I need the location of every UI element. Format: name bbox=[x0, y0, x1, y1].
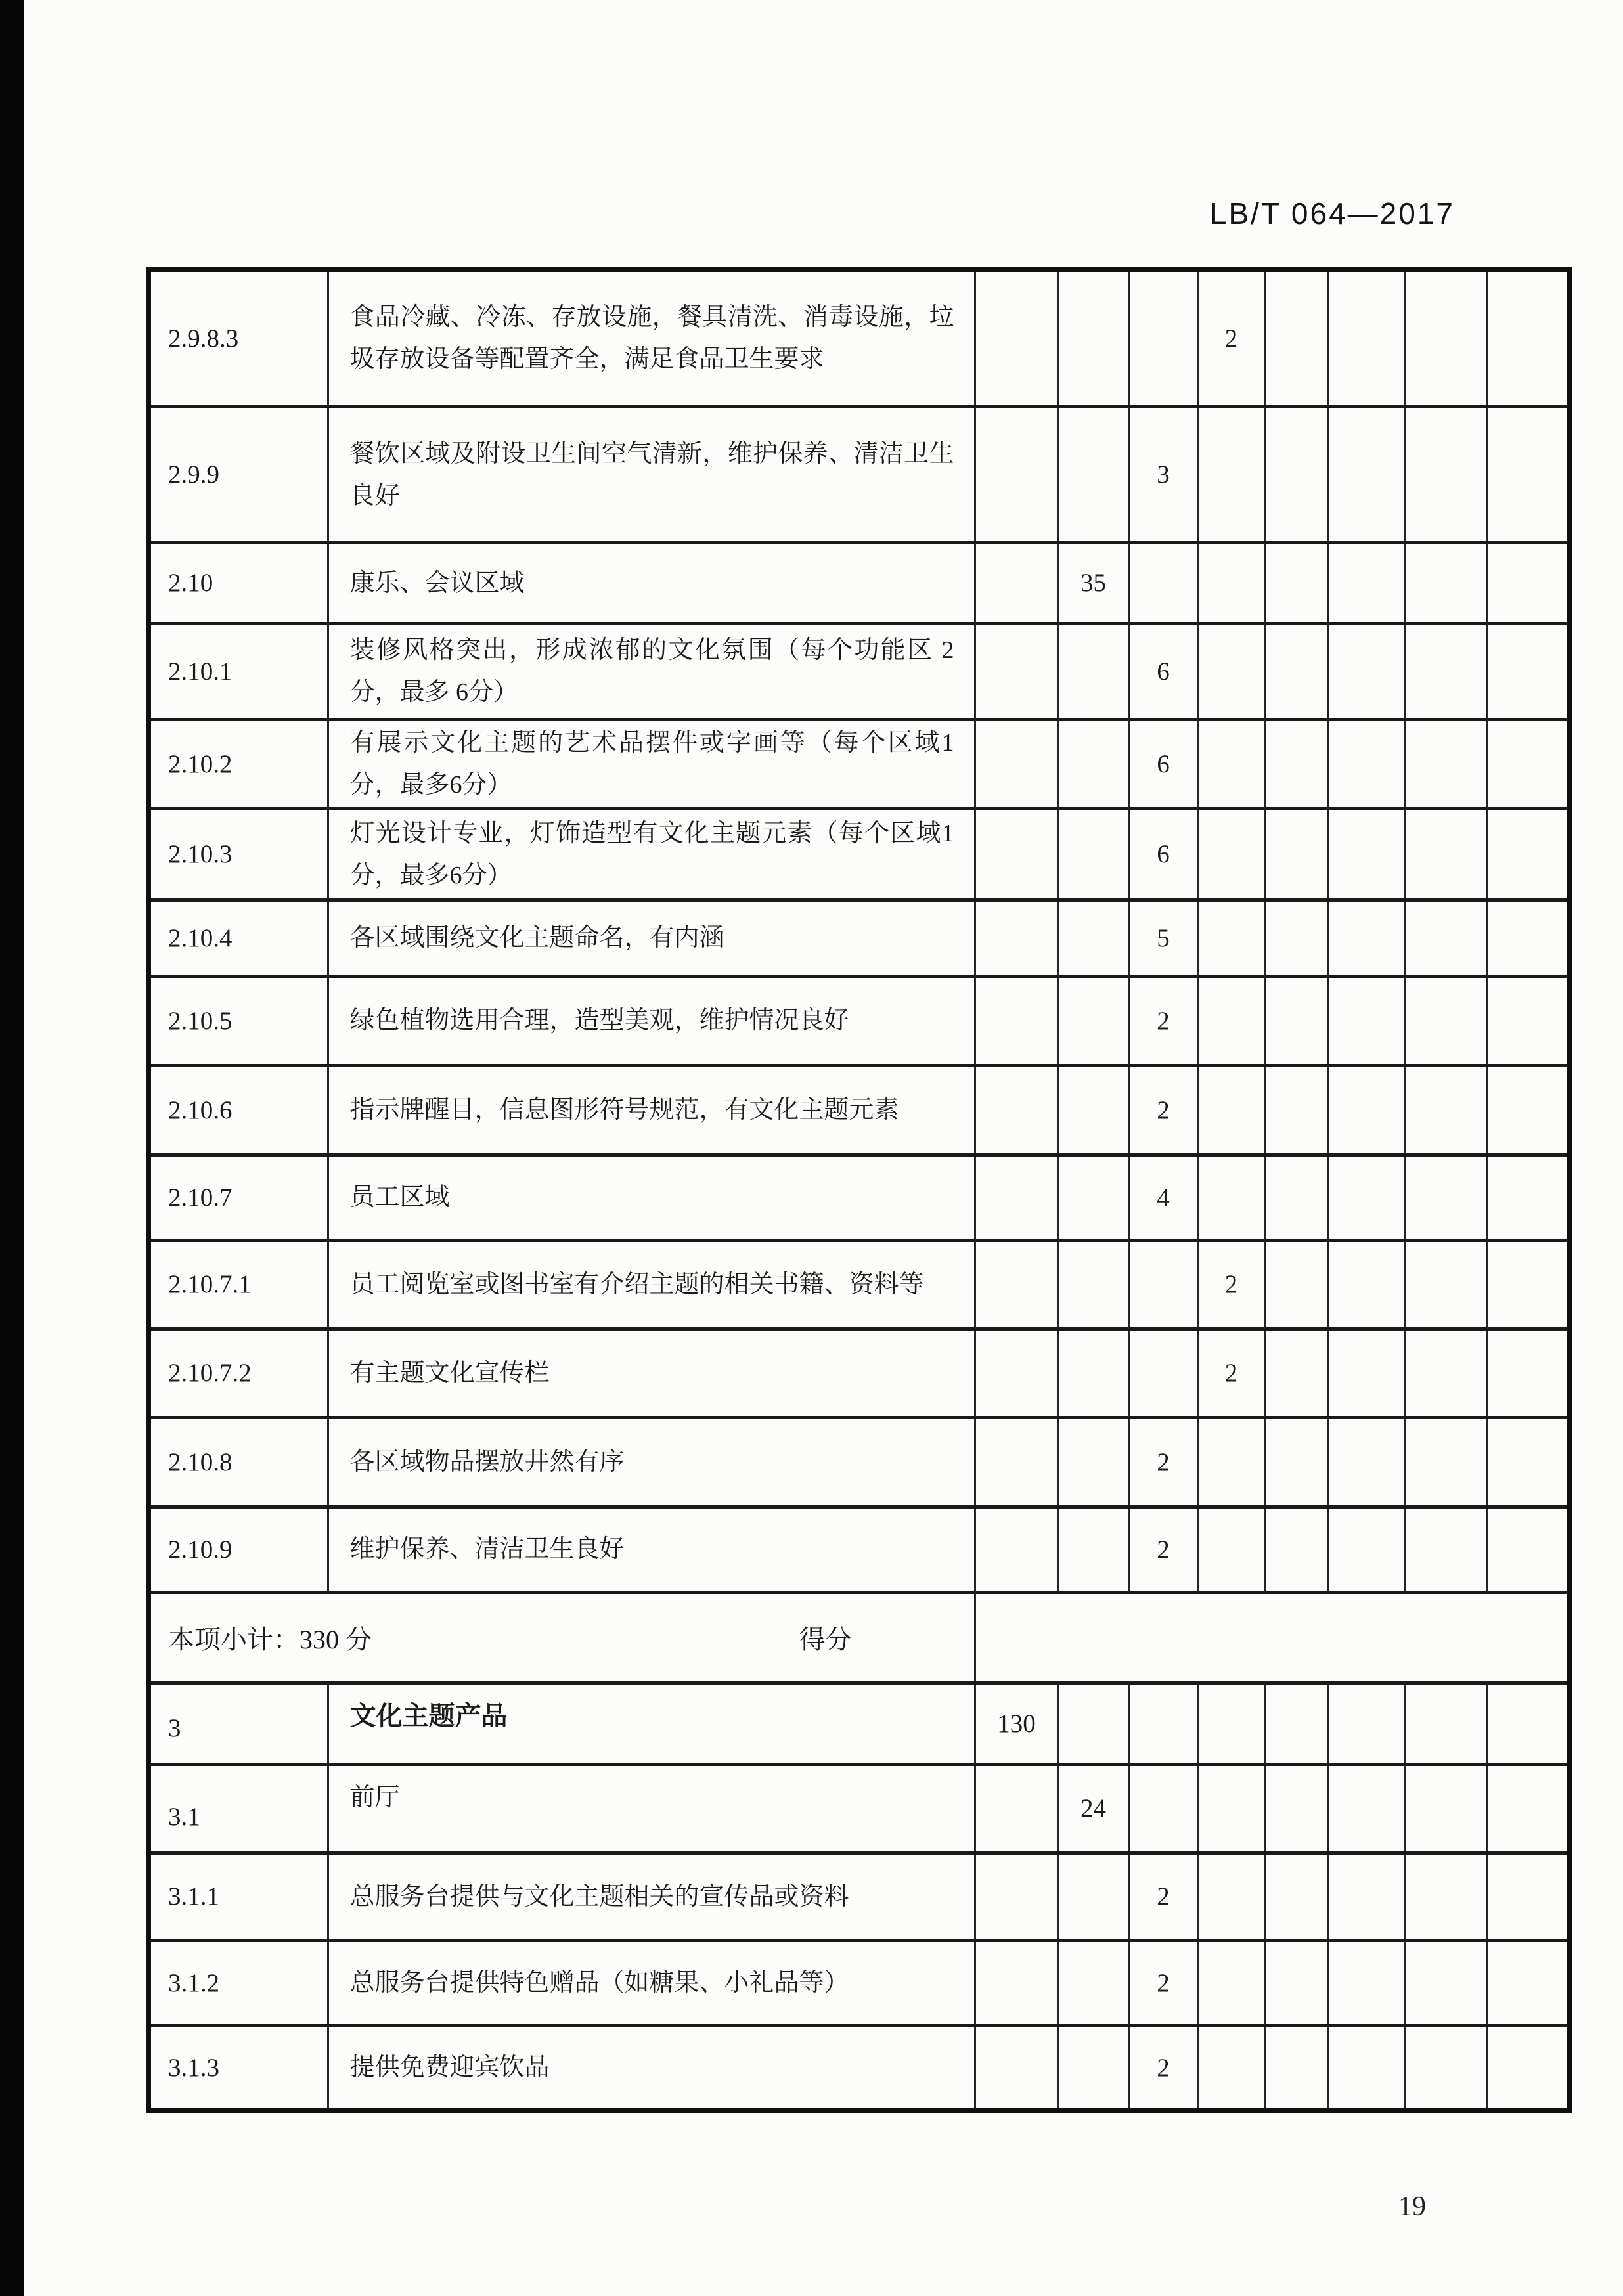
score-cell-1 bbox=[975, 269, 1058, 407]
score-cell-7 bbox=[1404, 407, 1487, 542]
evaluation-score-table bbox=[146, 267, 1572, 2113]
score-cell-3 bbox=[1128, 542, 1198, 623]
score-cell-1 bbox=[975, 542, 1058, 623]
table-row bbox=[148, 1507, 1570, 1592]
score-cell-6 bbox=[1328, 407, 1404, 542]
score-cell-5 bbox=[1264, 1155, 1328, 1240]
score-cell-5 bbox=[1264, 269, 1328, 407]
table-row bbox=[148, 976, 1570, 1065]
standard-code: LB/T 064—2017 bbox=[1209, 196, 1455, 231]
score-cell-2: 35 bbox=[1058, 542, 1128, 623]
score-cell-5 bbox=[1264, 1507, 1328, 1592]
score-cell-8 bbox=[1487, 808, 1570, 900]
score-cell-1 bbox=[975, 2025, 1058, 2111]
score-cell-2 bbox=[1058, 808, 1128, 900]
score-cell-4: 2 bbox=[1198, 1240, 1264, 1329]
item-number-cell: 2.10.3 bbox=[148, 808, 328, 900]
item-number-cell: 2.10.7.1 bbox=[148, 1240, 328, 1329]
score-cell-2 bbox=[1058, 976, 1128, 1065]
table-row bbox=[148, 719, 1570, 808]
item-description-cell: 前厅 bbox=[328, 1764, 975, 1853]
item-number-cell: 2.10.7 bbox=[148, 1155, 328, 1240]
score-cell-8 bbox=[1487, 1683, 1570, 1764]
score-cell-8 bbox=[1487, 1240, 1570, 1329]
score-cell-6 bbox=[1328, 542, 1404, 623]
score-cell-3: 6 bbox=[1128, 623, 1198, 719]
score-cell-4 bbox=[1198, 542, 1264, 623]
score-cell-8 bbox=[1487, 976, 1570, 1065]
score-cell-1 bbox=[975, 1940, 1058, 2025]
score-cell-6 bbox=[1328, 976, 1404, 1065]
score-cell-3: 5 bbox=[1128, 900, 1198, 976]
item-number-cell: 2.9.8.3 bbox=[148, 269, 328, 407]
score-cell-5 bbox=[1264, 1683, 1328, 1764]
item-description-cell: 康乐、会议区域 bbox=[328, 542, 975, 623]
item-number-cell: 2.10.5 bbox=[148, 976, 328, 1065]
item-number-cell: 2.10.8 bbox=[148, 1417, 328, 1507]
subtotal-label: 本项小计：330 分 bbox=[168, 1624, 372, 1654]
score-cell-8 bbox=[1487, 1853, 1570, 1940]
score-cell-6 bbox=[1328, 900, 1404, 976]
score-cell-1 bbox=[975, 1240, 1058, 1329]
score-cell-2 bbox=[1058, 1329, 1128, 1417]
subtotal-score-area bbox=[975, 1592, 1570, 1683]
score-cell-1 bbox=[975, 1417, 1058, 1507]
table-row bbox=[148, 808, 1570, 900]
item-description-cell: 总服务台提供特色赠品（如糖果、小礼品等） bbox=[328, 1940, 975, 2025]
score-cell-4 bbox=[1198, 808, 1264, 900]
score-cell-6 bbox=[1328, 1764, 1404, 1853]
score-cell-2 bbox=[1058, 1507, 1128, 1592]
item-description-cell: 各区域围绕文化主题命名，有内涵 bbox=[328, 900, 975, 976]
score-cell-3: 2 bbox=[1128, 1065, 1198, 1155]
score-cell-3 bbox=[1128, 269, 1198, 407]
score-cell-6 bbox=[1328, 808, 1404, 900]
score-cell-4 bbox=[1198, 407, 1264, 542]
score-cell-5 bbox=[1264, 1853, 1328, 1940]
item-description-cell: 文化主题产品 bbox=[328, 1683, 975, 1764]
score-cell-5 bbox=[1264, 808, 1328, 900]
item-number-cell: 3.1.1 bbox=[148, 1853, 328, 1940]
score-cell-1 bbox=[975, 900, 1058, 976]
score-cell-3: 2 bbox=[1128, 1507, 1198, 1592]
score-cell-8 bbox=[1487, 407, 1570, 542]
score-cell-7 bbox=[1404, 1065, 1487, 1155]
score-cell-6 bbox=[1328, 1417, 1404, 1507]
score-cell-6 bbox=[1328, 2025, 1404, 2111]
score-cell-7 bbox=[1404, 1683, 1487, 1764]
table-row bbox=[148, 269, 1570, 407]
score-cell-8 bbox=[1487, 1329, 1570, 1417]
score-cell-2 bbox=[1058, 1240, 1128, 1329]
item-description-cell: 提供免费迎宾饮品 bbox=[328, 2025, 975, 2111]
item-description-cell: 食品冷藏、冷冻、存放设施，餐具清洗、消毒设施，垃圾存放设备等配置齐全，满足食品卫生要求 bbox=[328, 269, 975, 407]
score-cell-5 bbox=[1264, 1764, 1328, 1853]
score-cell-5 bbox=[1264, 976, 1328, 1065]
score-cell-7 bbox=[1404, 1329, 1487, 1417]
subtotal-cell bbox=[148, 1592, 975, 1683]
score-cell-4 bbox=[1198, 2025, 1264, 2111]
item-number-cell: 3 bbox=[148, 1683, 328, 1764]
score-cell-1 bbox=[975, 1853, 1058, 1940]
score-cell-2 bbox=[1058, 1853, 1128, 1940]
score-cell-2 bbox=[1058, 1683, 1128, 1764]
score-cell-3 bbox=[1128, 1683, 1198, 1764]
score-cell-7 bbox=[1404, 1764, 1487, 1853]
score-cell-3 bbox=[1128, 1240, 1198, 1329]
score-cell-8 bbox=[1487, 542, 1570, 623]
score-cell-6 bbox=[1328, 1940, 1404, 2025]
item-number-cell: 2.10.4 bbox=[148, 900, 328, 976]
subtotal-row bbox=[148, 1592, 1570, 1683]
item-description-cell: 员工阅览室或图书室有介绍主题的相关书籍、资料等 bbox=[328, 1240, 975, 1329]
item-description-cell: 指示牌醒目，信息图形符号规范，有文化主题元素 bbox=[328, 1065, 975, 1155]
score-cell-4 bbox=[1198, 1940, 1264, 2025]
score-cell-3: 2 bbox=[1128, 1940, 1198, 2025]
score-cell-4 bbox=[1198, 1417, 1264, 1507]
score-cell-8 bbox=[1487, 1507, 1570, 1592]
score-cell-5 bbox=[1264, 623, 1328, 719]
table-row bbox=[148, 542, 1570, 623]
score-cell-7 bbox=[1404, 623, 1487, 719]
score-cell-7 bbox=[1404, 1940, 1487, 2025]
score-cell-2 bbox=[1058, 623, 1128, 719]
table-row bbox=[148, 1329, 1570, 1417]
score-cell-7 bbox=[1404, 1853, 1487, 1940]
item-description-cell: 装修风格突出，形成浓郁的文化氛围（每个功能区 2分，最多 6分） bbox=[328, 623, 975, 719]
score-cell-5 bbox=[1264, 2025, 1328, 2111]
score-cell-3: 6 bbox=[1128, 719, 1198, 808]
score-cell-1 bbox=[975, 976, 1058, 1065]
score-cell-2 bbox=[1058, 1940, 1128, 2025]
item-number-cell: 3.1 bbox=[148, 1764, 328, 1853]
item-number-cell: 2.10.6 bbox=[148, 1065, 328, 1155]
score-cell-3 bbox=[1128, 1329, 1198, 1417]
score-cell-4 bbox=[1198, 1764, 1264, 1853]
score-cell-8 bbox=[1487, 1940, 1570, 2025]
score-obtained-label: 得分 bbox=[799, 1624, 852, 1654]
item-description-cell: 有主题文化宣传栏 bbox=[328, 1329, 975, 1417]
score-cell-5 bbox=[1264, 1940, 1328, 2025]
score-cell-6 bbox=[1328, 623, 1404, 719]
score-cell-2 bbox=[1058, 1155, 1128, 1240]
score-cell-2: 24 bbox=[1058, 1764, 1128, 1853]
item-number-cell: 2.9.9 bbox=[148, 407, 328, 542]
item-description-cell: 有展示文化主题的艺术品摆件或字画等（每个区域1分，最多6分） bbox=[328, 719, 975, 808]
score-cell-8 bbox=[1487, 1065, 1570, 1155]
score-cell-8 bbox=[1487, 719, 1570, 808]
score-cell-4 bbox=[1198, 1507, 1264, 1592]
score-cell-6 bbox=[1328, 1853, 1404, 1940]
score-cell-4: 2 bbox=[1198, 1329, 1264, 1417]
score-cell-1 bbox=[975, 1329, 1058, 1417]
item-description-cell: 各区域物品摆放井然有序 bbox=[328, 1417, 975, 1507]
score-cell-3: 2 bbox=[1128, 976, 1198, 1065]
score-cell-1 bbox=[975, 719, 1058, 808]
score-cell-2 bbox=[1058, 407, 1128, 542]
score-cell-2 bbox=[1058, 1417, 1128, 1507]
score-cell-1 bbox=[975, 808, 1058, 900]
score-cell-4 bbox=[1198, 623, 1264, 719]
scan-edge-bar bbox=[0, 0, 24, 2296]
score-cell-6 bbox=[1328, 719, 1404, 808]
score-cell-8 bbox=[1487, 900, 1570, 976]
table-row bbox=[148, 1417, 1570, 1507]
score-cell-1 bbox=[975, 1155, 1058, 1240]
score-cell-1 bbox=[975, 1764, 1058, 1853]
score-cell-8 bbox=[1487, 623, 1570, 719]
item-description-cell: 维护保养、清洁卫生良好 bbox=[328, 1507, 975, 1592]
score-cell-6 bbox=[1328, 1507, 1404, 1592]
score-cell-1 bbox=[975, 1507, 1058, 1592]
score-cell-7 bbox=[1404, 542, 1487, 623]
score-cell-3: 3 bbox=[1128, 407, 1198, 542]
score-cell-1 bbox=[975, 1065, 1058, 1155]
score-cell-7 bbox=[1404, 808, 1487, 900]
table-row bbox=[148, 1764, 1570, 1853]
score-cell-2 bbox=[1058, 719, 1128, 808]
item-number-cell: 2.10 bbox=[148, 542, 328, 623]
score-cell-5 bbox=[1264, 1329, 1328, 1417]
item-description-cell: 绿色植物选用合理，造型美观，维护情况良好 bbox=[328, 976, 975, 1065]
score-cell-1 bbox=[975, 623, 1058, 719]
score-cell-8 bbox=[1487, 1155, 1570, 1240]
score-cell-7 bbox=[1404, 976, 1487, 1065]
score-cell-5 bbox=[1264, 407, 1328, 542]
table-row bbox=[148, 2025, 1570, 2111]
score-cell-4 bbox=[1198, 1683, 1264, 1764]
score-cell-8 bbox=[1487, 1417, 1570, 1507]
page-number: 19 bbox=[1398, 2192, 1426, 2222]
score-cell-7 bbox=[1404, 2025, 1487, 2111]
score-cell-3: 6 bbox=[1128, 808, 1198, 900]
score-cell-3: 2 bbox=[1128, 2025, 1198, 2111]
score-cell-7 bbox=[1404, 900, 1487, 976]
score-cell-3: 2 bbox=[1128, 1853, 1198, 1940]
score-cell-2 bbox=[1058, 1065, 1128, 1155]
score-cell-8 bbox=[1487, 269, 1570, 407]
score-cell-7 bbox=[1404, 719, 1487, 808]
score-cell-6 bbox=[1328, 1329, 1404, 1417]
score-cell-7 bbox=[1404, 1417, 1487, 1507]
item-description-cell: 餐饮区域及附设卫生间空气清新，维护保养、清洁卫生良好 bbox=[328, 407, 975, 542]
score-cell-6 bbox=[1328, 269, 1404, 407]
table-row bbox=[148, 407, 1570, 542]
item-description-cell: 员工区域 bbox=[328, 1155, 975, 1240]
score-cell-5 bbox=[1264, 1065, 1328, 1155]
table-row bbox=[148, 623, 1570, 719]
item-number-cell: 2.10.7.2 bbox=[148, 1329, 328, 1417]
score-cell-5 bbox=[1264, 1240, 1328, 1329]
item-number-cell: 2.10.9 bbox=[148, 1507, 328, 1592]
score-cell-2 bbox=[1058, 2025, 1128, 2111]
score-cell-3 bbox=[1128, 1764, 1198, 1853]
score-cell-7 bbox=[1404, 1155, 1487, 1240]
score-cell-1: 130 bbox=[975, 1683, 1058, 1764]
table-row bbox=[148, 1240, 1570, 1329]
table-row bbox=[148, 1853, 1570, 1940]
table-row bbox=[148, 1065, 1570, 1155]
item-number-cell: 3.1.3 bbox=[148, 2025, 328, 2111]
score-cell-7 bbox=[1404, 1507, 1487, 1592]
item-number-cell: 3.1.2 bbox=[148, 1940, 328, 2025]
score-cell-5 bbox=[1264, 542, 1328, 623]
table-row bbox=[148, 1683, 1570, 1764]
score-cell-4 bbox=[1198, 1065, 1264, 1155]
score-cell-5 bbox=[1264, 1417, 1328, 1507]
item-number-cell: 2.10.1 bbox=[148, 623, 328, 719]
score-cell-5 bbox=[1264, 900, 1328, 976]
item-number-cell: 2.10.2 bbox=[148, 719, 328, 808]
score-cell-3: 4 bbox=[1128, 1155, 1198, 1240]
table-row bbox=[148, 1940, 1570, 2025]
score-cell-8 bbox=[1487, 1764, 1570, 1853]
item-description-cell: 灯光设计专业，灯饰造型有文化主题元素（每个区域1分，最多6分） bbox=[328, 808, 975, 900]
table-row bbox=[148, 900, 1570, 976]
table-row bbox=[148, 1155, 1570, 1240]
score-cell-4: 2 bbox=[1198, 269, 1264, 407]
score-cell-4 bbox=[1198, 976, 1264, 1065]
score-cell-7 bbox=[1404, 1240, 1487, 1329]
score-cell-4 bbox=[1198, 719, 1264, 808]
score-cell-2 bbox=[1058, 269, 1128, 407]
score-cell-1 bbox=[975, 407, 1058, 542]
score-cell-5 bbox=[1264, 719, 1328, 808]
score-cell-7 bbox=[1404, 269, 1487, 407]
score-cell-6 bbox=[1328, 1240, 1404, 1329]
score-cell-4 bbox=[1198, 900, 1264, 976]
score-cell-6 bbox=[1328, 1065, 1404, 1155]
item-description-cell: 总服务台提供与文化主题相关的宣传品或资料 bbox=[328, 1853, 975, 1940]
score-cell-4 bbox=[1198, 1155, 1264, 1240]
score-cell-3: 2 bbox=[1128, 1417, 1198, 1507]
score-cell-2 bbox=[1058, 900, 1128, 976]
score-cell-8 bbox=[1487, 2025, 1570, 2111]
score-cell-4 bbox=[1198, 1853, 1264, 1940]
score-cell-6 bbox=[1328, 1683, 1404, 1764]
score-cell-6 bbox=[1328, 1155, 1404, 1240]
